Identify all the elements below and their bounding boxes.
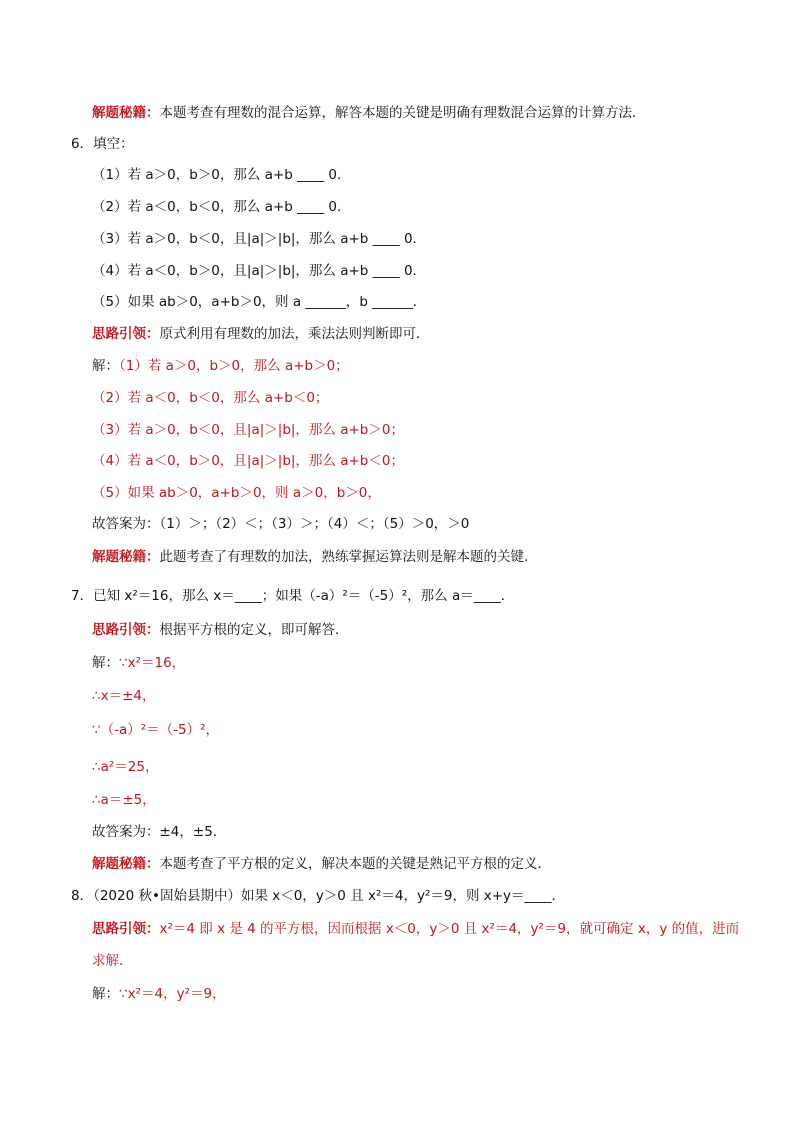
- q6-heading: 6．填空：: [71, 136, 134, 152]
- q8-hint: [92, 920, 739, 938]
- solution-label: 解：: [92, 655, 119, 671]
- solution-label: 解：: [92, 358, 119, 374]
- q6-solution-1: [92, 357, 349, 375]
- q6-hint: [92, 325, 430, 343]
- q6-solution-1-text: （1）若 a＞0，b＞0，那么 a+b＞0；: [119, 358, 349, 374]
- note-label: 解题秘籍：: [92, 549, 160, 565]
- q6-item-5: （5）如果 ab＞0，a+b＞0，则 a ______，b ______．: [92, 294, 427, 310]
- q7-solution-1: [92, 654, 185, 672]
- q8-heading: 8．（2020 秋•固始县期中）如果 x＜0，y＞0 且 x²＝4，y²＝9，则 x+y＝____．: [71, 888, 566, 904]
- q7-hint: [92, 621, 349, 639]
- q6-solution-5: （5）如果 ab＞0，a+b＞0，则 a＞0，b＞0，: [92, 485, 381, 501]
- q8-solution-1-text: ∵x²＝4，y²＝9，: [119, 986, 226, 1002]
- q7-solution-5: ∴a＝±5，: [92, 792, 156, 808]
- q7-solution-2: ∴x＝±4，: [92, 688, 156, 704]
- q7-note: [92, 855, 551, 873]
- q6-item-4: （4）若 a＜0，b＞0，且|a|＞|b|，那么 a+b ____ 0．: [92, 263, 427, 279]
- q6-note: [92, 548, 538, 566]
- solution-label: 解：: [92, 986, 119, 1002]
- hint-label: 思路引领：: [92, 622, 160, 638]
- q6-hint-text: 原式利用有理数的加法，乘法法则判断即可．: [159, 326, 430, 342]
- q6-solution-3: （3）若 a＞0，b＜0，且|a|＞|b|，那么 a+b＞0；: [92, 422, 404, 438]
- q6-solution-4: （4）若 a＜0，b＞0，且|a|＞|b|，那么 a+b＜0；: [92, 453, 404, 469]
- q7-answer: 故答案为：±4，±5．: [92, 824, 227, 840]
- q6-item-1: （1）若 a＞0，b＞0，那么 a+b ____ 0．: [92, 167, 351, 183]
- q7-solution-1-text: ∵x²＝16，: [119, 655, 186, 671]
- q6-item-3: （3）若 a＞0，b＜0，且|a|＞|b|，那么 a+b ____ 0．: [92, 231, 427, 247]
- q7-note-text: 本题考查了平方根的定义，解决本题的关键是熟记平方根的定义．: [159, 856, 551, 872]
- q5-note-text: 本题考查有理数的混合运算，解答本题的关键是明确有理数混合运算的计算方法．: [159, 105, 646, 121]
- q7-solution-3: ∵（-a）²＝（-5）²，: [92, 722, 220, 738]
- q8-hint-text: x²＝4 即 x 是 4 的平方根，因而根据 x＜0，y＞0 且 x²＝4，y²＝9，就可确定 x，y 的值，进而: [159, 921, 740, 937]
- hint-label: 思路引领：: [92, 921, 160, 937]
- q7-solution-4: ∴a²＝25，: [92, 759, 159, 775]
- hint-label: 思路引领：: [92, 326, 160, 342]
- q7-hint-text: 根据平方根的定义，即可解答．: [159, 622, 349, 638]
- q6-solution-2: （2）若 a＜0，b＜0，那么 a+b＜0；: [92, 390, 329, 406]
- q6-item-2: （2）若 a＜0，b＜0，那么 a+b ____ 0．: [92, 199, 351, 215]
- q6-answer: 故答案为：（1）＞；（2）＜；（3）＞；（4）＜；（5）＞0，＞0: [92, 516, 470, 532]
- q8-solution-1: [92, 985, 226, 1003]
- q7-heading: 7．已知 x²＝16，那么 x＝____；如果（-a）²＝（-5）²，那么 a＝____．: [71, 588, 515, 604]
- note-label: 解题秘籍：: [92, 856, 160, 872]
- q5-note: [92, 104, 646, 122]
- note-label: 解题秘籍：: [92, 105, 160, 121]
- q8-hint-continued: 求解．: [92, 953, 133, 969]
- q6-note-text: 此题考查了有理数的加法，熟练掌握运算法则是解本题的关键．: [159, 549, 538, 565]
